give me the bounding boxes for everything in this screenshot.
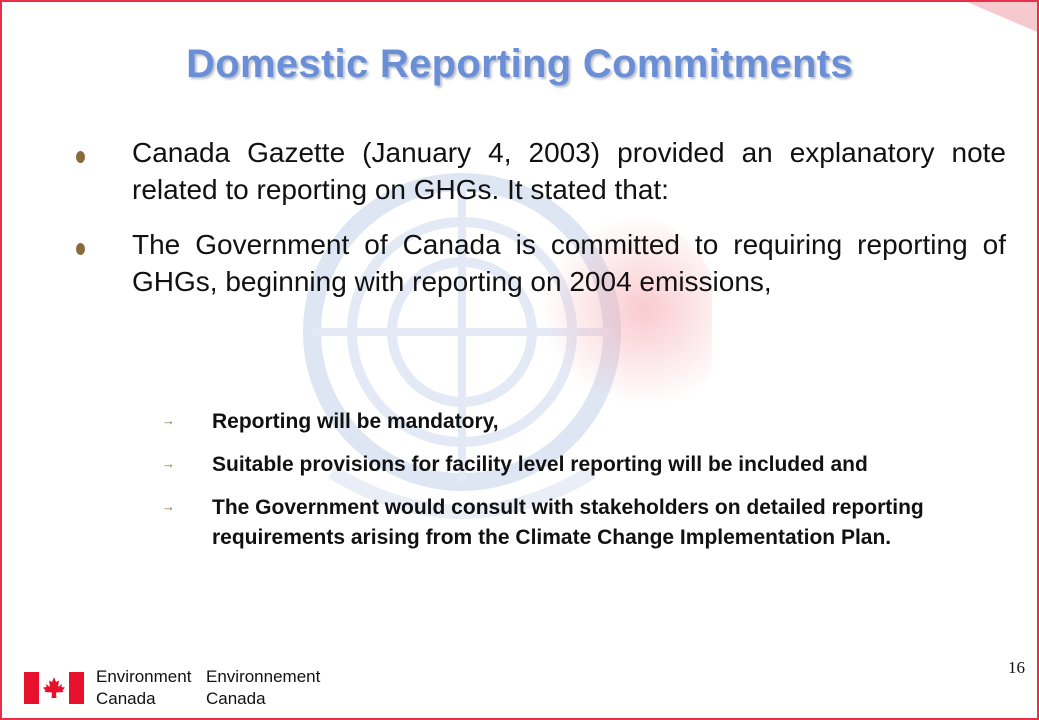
sub-bullet-text: The Government would consult with stakeholders on detailed reporting requirements arising from the Climate Change Implementation Plan. xyxy=(212,496,924,549)
bullet-list xyxy=(76,134,1006,318)
bullet-item xyxy=(76,226,1006,300)
bullet-dot-icon xyxy=(76,243,85,255)
sub-bullet-text: Suitable provisions for facility level reporting will be included and xyxy=(212,453,868,476)
bullet-dot-icon xyxy=(76,151,85,163)
page-number: 16 xyxy=(1008,658,1025,677)
bullet-text: Canada Gazette (January 4, 2003) provided an explanatory note related to reporting on GHGs. It stated that: xyxy=(132,137,1006,205)
bullet-item xyxy=(76,134,1006,208)
sub-bullet-item xyxy=(162,493,1007,553)
slide-title: Domestic Reporting Commitments xyxy=(186,42,853,86)
sub-bullet-text: Reporting will be mandatory, xyxy=(212,410,499,433)
environment-canada-logo xyxy=(24,667,346,709)
corner-decoration xyxy=(947,2,1037,42)
logo-wordmark xyxy=(96,667,346,709)
logo-text-fr-2: Canada xyxy=(206,689,266,708)
sub-bullet-item xyxy=(162,407,1007,437)
sub-bullet-list xyxy=(162,407,1007,566)
logo-text-en-2: Canada xyxy=(96,689,156,708)
arrow-bullet-icon: → xyxy=(162,499,175,514)
canada-flag-icon xyxy=(24,672,84,704)
arrow-bullet-icon: → xyxy=(162,456,175,471)
logo-text-fr: Environnement xyxy=(206,667,321,686)
logo-text-en: Environment xyxy=(96,667,192,686)
arrow-bullet-icon: → xyxy=(162,413,175,428)
bullet-text: The Government of Canada is committed to requiring reporting of GHGs, beginning with reporting on 2004 emissions, xyxy=(132,229,1006,297)
sub-bullet-item xyxy=(162,450,1007,480)
